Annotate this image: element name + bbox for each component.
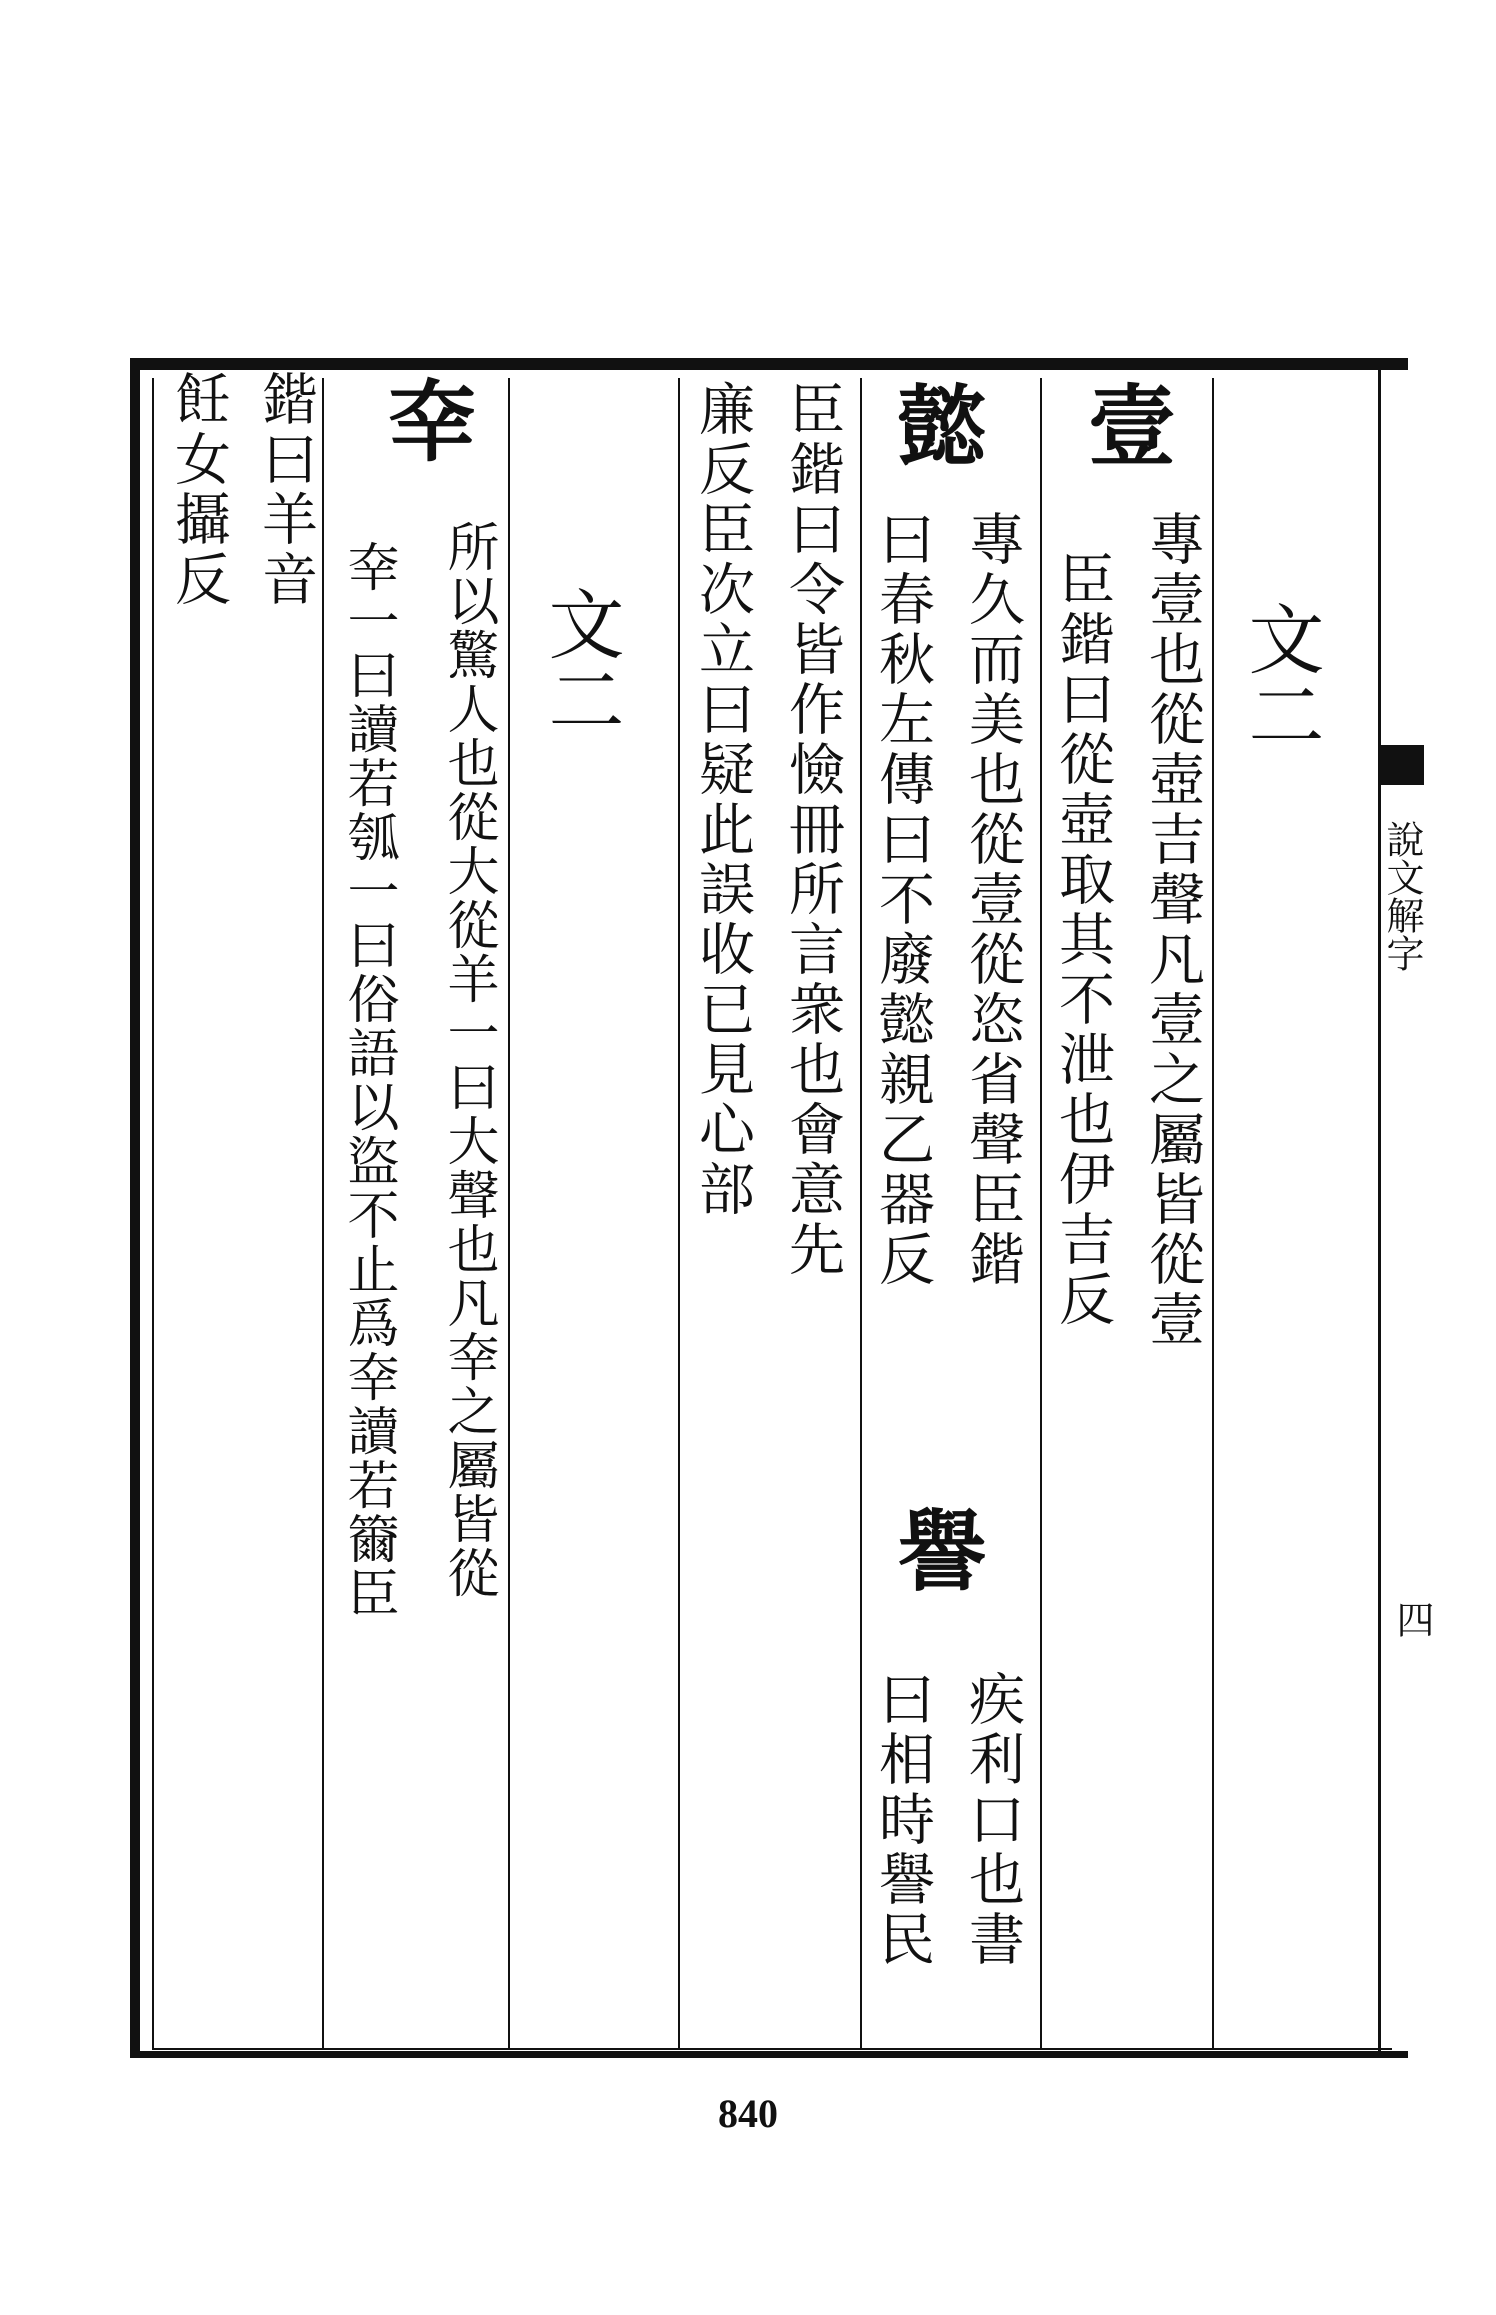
- section-heading: 文二: [536, 585, 625, 737]
- fore-edge-mark: 四: [1390, 1600, 1434, 1638]
- column-rule: [322, 378, 324, 2050]
- entry-text: 所以驚人也從大從羊一曰大聲也凡㚔之屬皆從: [438, 520, 498, 1600]
- commentary-text: 飪女攝反: [166, 370, 231, 610]
- fore-edge: [1378, 370, 1422, 2058]
- commentary-text: 廉反臣次立曰疑此誤收已見心部: [690, 380, 755, 1220]
- fore-edge-title: 說文解字: [1380, 820, 1424, 972]
- commentary-text: 㚔一曰讀若瓠一曰俗語以盜不止爲㚔讀若籋臣: [338, 540, 398, 1620]
- seal-character: 㚔: [374, 375, 478, 469]
- column-rule: [1212, 378, 1214, 2050]
- seal-character: 譽: [884, 1505, 988, 1599]
- column-rule: [1040, 378, 1042, 2050]
- seal-character: 懿: [884, 380, 988, 474]
- commentary-text: 曰春秋左傳曰不廢懿親乙器反: [870, 510, 935, 1290]
- seal-character: 壹: [1074, 380, 1178, 474]
- commentary-text: 臣鍇曰從壺取其不泄也伊吉反: [1050, 550, 1115, 1330]
- column-rule: [678, 378, 680, 2050]
- commentary-text: 曰相時譽民: [870, 1670, 935, 1970]
- entry-text: 疾利口也書: [960, 1670, 1025, 1970]
- commentary-text: 臣鍇曰令皆作憸冊所言衆也會意先: [780, 380, 845, 1280]
- fore-edge-fishtail: [1378, 745, 1424, 785]
- column-rule: [860, 378, 862, 2050]
- commentary-text: 鍇曰羊音: [253, 370, 318, 610]
- entry-text: 專久而美也從壹從恣省聲臣鍇: [960, 510, 1025, 1290]
- column-rule: [508, 378, 510, 2050]
- entry-text: 專壹也從壺吉聲凡壹之屬皆從壹: [1140, 510, 1205, 1350]
- section-heading: 文二: [1236, 600, 1325, 752]
- page-number: 840: [718, 2091, 778, 2136]
